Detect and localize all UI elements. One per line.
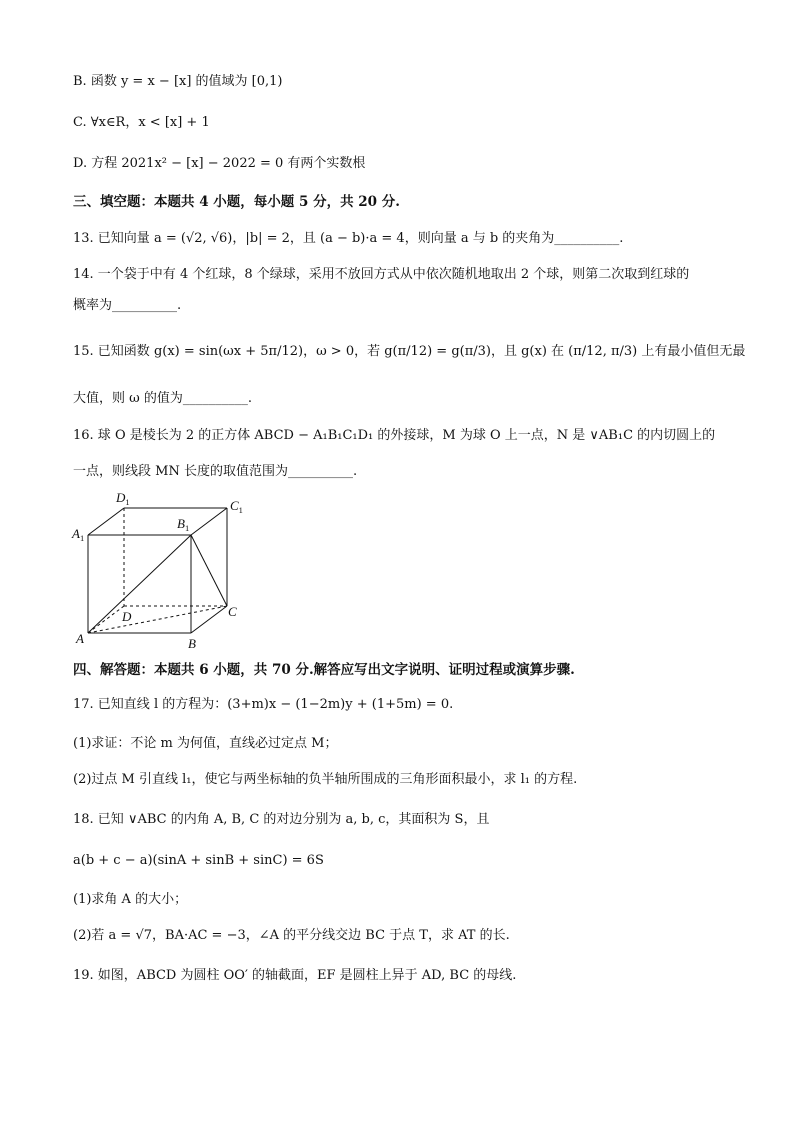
vertex-c1: $C_1$ — [230, 498, 243, 515]
cube-figure — [70, 488, 270, 653]
question-18-part2: (2)若 a = √7，BA·AC = −3，∠A 的平分线交边 BC 于点 T，求 AT 的长. — [73, 928, 510, 943]
section-heading-fill-in: 三、填空题：本题共 4 小题，每小题 5 分，共 20 分. — [73, 194, 400, 210]
question-13: 13. 已知向量 a = (√2, √6)，|b| = 2，且 (a − b)·a = 4，则向量 a 与 b 的夹角为__________. — [73, 231, 624, 246]
question-17: 17. 已知直线 l 的方程为：(3+m)x − (1−2m)y + (1+5m) = 0. — [73, 697, 454, 712]
vertex-b: B — [188, 636, 196, 651]
vertex-d1: $D_1$ — [116, 490, 130, 507]
vertex-d: D — [122, 609, 132, 624]
question-18: 18. 已知 ∨ABC 的内角 A, B, C 的对边分别为 a, b, c，其面积为 S，且 — [73, 812, 490, 827]
question-15-line2: 大值，则 ω 的值为__________. — [73, 391, 252, 406]
question-14-line2: 概率为__________. — [73, 298, 182, 313]
question-17-part2: (2)过点 M 引直线 l₁，使它与两坐标轴的负半轴所围成的三角形面积最小，求 l₁ 的方程. — [73, 772, 578, 787]
vertex-a1: $A_1$ — [72, 526, 85, 543]
option-d: D. 方程 2021x² − [x] − 2022 = 0 有两个实数根 — [73, 156, 366, 171]
option-b: B. 函数 y = x − [x] 的值域为 [0,1) — [73, 74, 283, 89]
question-17-part1: (1)求证：不论 m 为何值，直线必过定点 M； — [73, 736, 338, 751]
question-16-line1: 16. 球 O 是棱长为 2 的正方体 ABCD − A₁B₁C₁D₁ 的外接球，M 为球 O 上一点，N 是 ∨AB₁C 的内切圆上的 — [73, 428, 716, 443]
question-19: 19. 如图，ABCD 为圆柱 OO′ 的轴截面，EF 是圆柱上异于 AD, BC 的母线. — [73, 968, 517, 983]
vertex-b1: $B_1$ — [177, 516, 190, 533]
question-14-line1: 14. 一个袋于中有 4 个红球，8 个绿球，采用不放回方式从中依次随机地取出 2 个球，则第二次取到红球的 — [73, 267, 690, 282]
option-c: C. ∀x∈R，x < [x] + 1 — [73, 115, 210, 130]
question-18-part1: (1)求角 A 的大小； — [73, 892, 188, 907]
section-heading-answer: 四、解答题：本题共 6 小题，共 70 分.解答应写出文字说明、证明过程或演算步骤. — [73, 662, 575, 678]
question-16-line2: 一点，则线段 MN 长度的取值范围为__________. — [73, 464, 358, 479]
vertex-a: A — [76, 631, 84, 646]
question-18-equation: a(b + c − a)(sinA + sinB + sinC) = 6S — [73, 853, 324, 868]
vertex-c: C — [228, 604, 237, 619]
question-15-line1: 15. 已知函数 g(x) = sin(ωx + 5π/12)，ω > 0，若 g(π/12) = g(π/3)，且 g(x) 在 (π/12, π/3) 上有最小值但无最 — [73, 344, 746, 359]
